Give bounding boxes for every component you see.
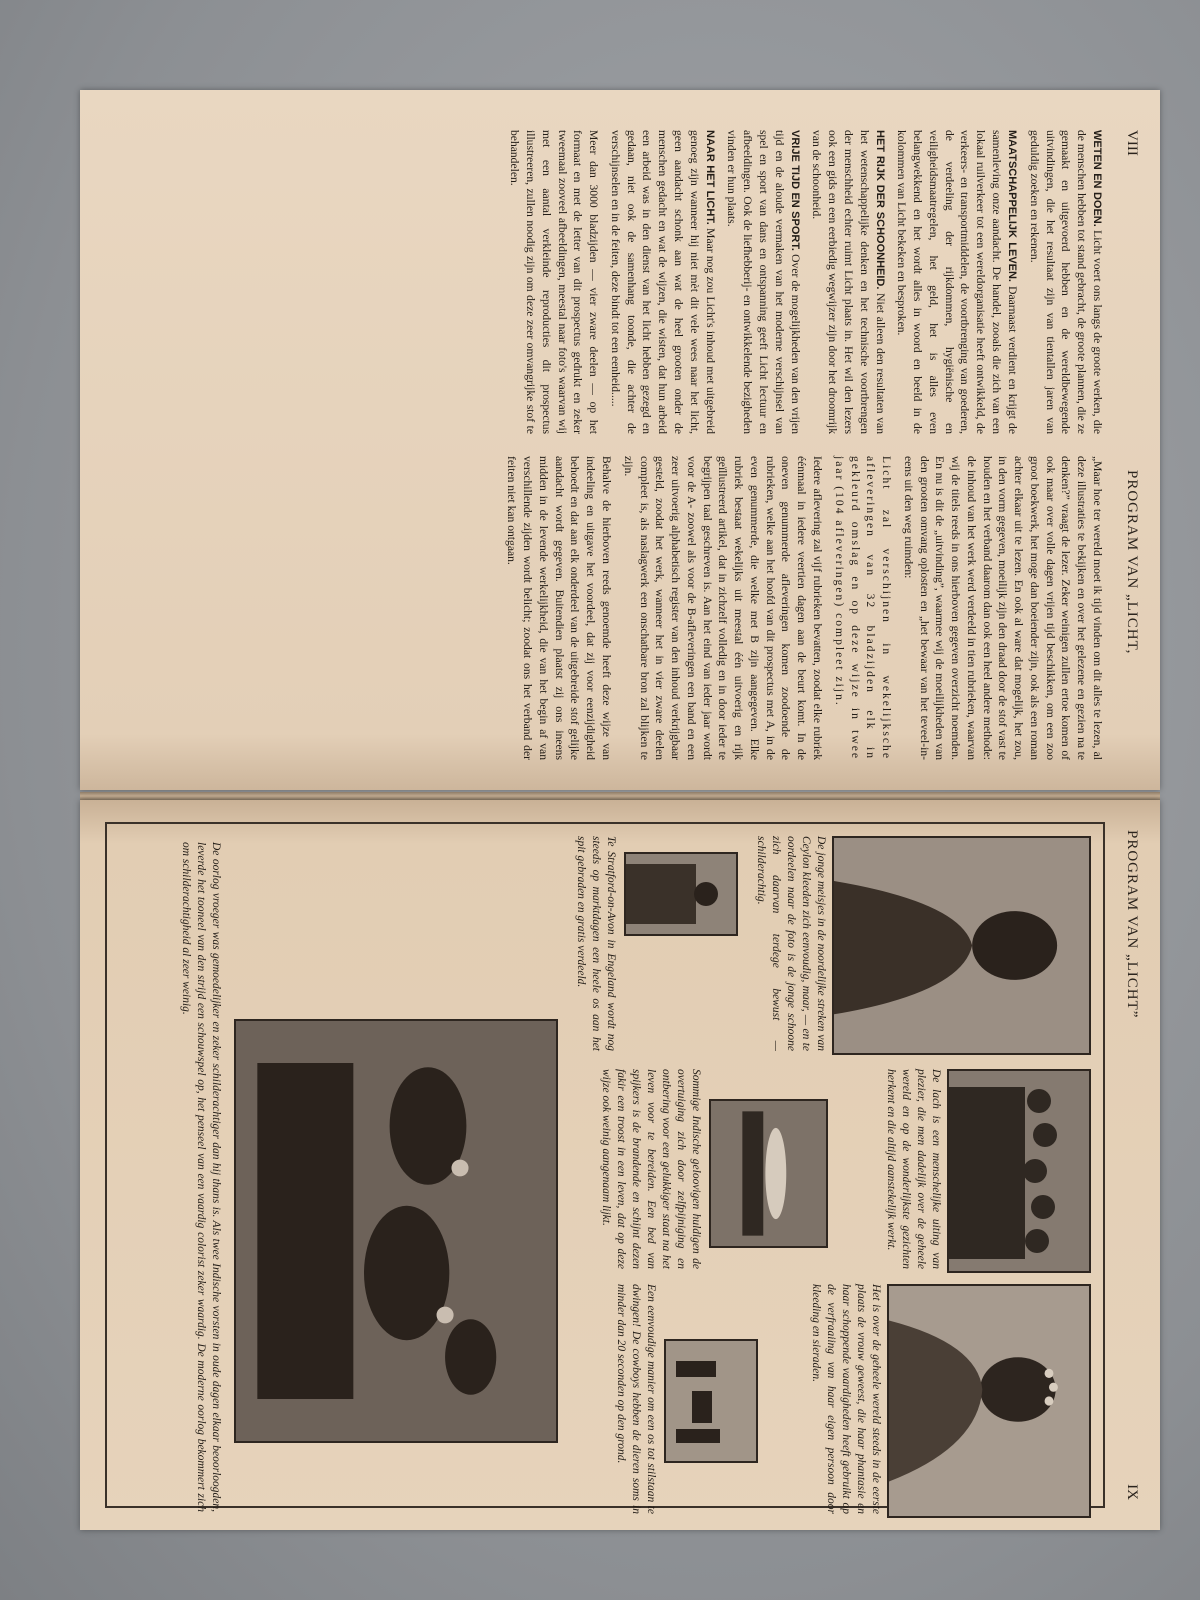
illustration-frame — [105, 822, 1105, 1514]
paragraph — [1026, 130, 1105, 434]
photo-stratford-ox-roast — [624, 852, 738, 936]
caption-war: De oorlog vroeger was gemoedelijker en zeker schilderachtiger dan hij thans is. Als twee Indische vorsten in oude dagen elkaar beoorloogden, leverde het tooneel van den strijd een schouwspel op, het penseel van een vaardig colorist zeker waardig. De moderne oorlog bekommert zich om schilderachtigheid al zeer weinig. — [180, 842, 222, 1512]
paragraph — [607, 130, 718, 434]
caption-fakir: Sommige Indische geloovigen huldigen de overtuiging zich door zelfpijniging en ontbering voor een gelukkiger staat na het leven voor te bereiden. Een bed van spijkers is de brandende en schijnt dezen fakir een troost in een leven, dat op deze wijze ook weinig aangenaam lijkt. — [600, 1069, 702, 1269]
binding-gutter — [80, 792, 1160, 800]
running-head-left: PROGRAM VAN „LICHT, — [1124, 470, 1140, 655]
left-column-2 — [100, 456, 1105, 760]
paragraph: Behalve de hierboven reeds genoemde heeft deze wijze van indeeling en uitgave het voordeel, dat zij voor eenzijdigheid behoedt en dat aan elk onderdeel van de uitgebreide stof gelijke aandacht wordt gegeven. Buitendien plaatst zij ons ineens midden in de levende werkelijkheid, die van het begin af van verschillende zijden wordt belicht; zoodat ons het verband der feiten niet kan ontgaan. — [505, 456, 614, 760]
left-column-1 — [100, 130, 1105, 434]
caption-laugh: De lach is een menschelijke uiting van plezier, die men dadelijk over de geheele wereld en op de wonderlijkste gezichten herkent en die altijd aanstekelijk werkt. — [885, 1069, 942, 1269]
photo-fakir-bed-of-nails — [709, 1099, 828, 1248]
photo-indian-battle-painting — [234, 1019, 558, 1443]
photo-ceylon-girl — [832, 836, 1091, 1055]
running-head-right: PROGRAM VAN „LICHT” — [1124, 830, 1140, 1019]
photo-adorned-woman — [887, 1284, 1091, 1518]
left-page — [80, 90, 1160, 790]
paragraph-text: Over de mogelijkheden van den vrijen tijd en de aloude vermaken van het moderne verschijnsel van spel en sport van dans en ontspanning geeft Licht lectuur en afbeeldingen. Ook de liefhebberij- en ontwikkelende bezigheden vinden er hun plaats. — [725, 130, 802, 434]
paragraph: „Maar hoe ter wereld moet ik tijd vinden om dit alles te lezen, al deze illustraties te bekijken en over het gelezene en gezien na te denken?” vraagt de lezer. Zeker weinigen zullen ertoe komen of ook maar over volle dagen vrijen tijd beschikken, om een zoo groot boekwerk, het moge dan boeiender zijn, ook als een roman achter elkaar uit te lezen. En ook al ware dat mogelijk, het zou, in den vorm gegeven, moeilijk zijn den draad door de stof vast te houden en het verband daarom dan ook een heel andere methode: de inhoud van het werk werd verdeeld in tien rubrieken, waarvan wij de titels reeds in ons hierboven gegeven overzicht noemden. En nu is dit de „uitvinding”, waarmee wij de moeilijkheden van den grooten omvang oplosten en „het bewaar van het teveel-in-eens uit den weg ruimden: — [901, 456, 1104, 760]
section-heading: MAATSCHAPPELIJK LEVEN. — [1005, 130, 1018, 282]
paragraph: Licht zal verschijnen in wekelijksche afleveringen van 32 bladzijden elk in gekleurd omslag en op deze wijze in twee jaar (104 afleveringen) compleet zijn. — [832, 456, 894, 760]
section-heading: VRIJE TIJD EN SPORT. — [788, 130, 801, 251]
paragraph-text: Maar nog zou Licht's inhoud met uitgebreid genoeg zijn wanneer hij niet mèt dit vele wees naar het licht, geen aandacht schonk aan wat de heel grooten onder de menschen gedacht en wat de wijzen, die wisten, dat hun arbeid een arbeid was in den dienst van het licht hebben gezegd en gedaan, niet ook de samenhang toonde, die achter de verschijnselen en in de feiten, deze bindt tot een eenheid..... — [608, 130, 717, 435]
paragraph — [894, 130, 1020, 434]
paragraph — [507, 130, 602, 434]
caption-woman: Het is over de geheele wereld steeds in de eerste plaats de vrouw geweest, die haar phantasie en haar schoppende vaardigheden heeft gebruikt op de verfraaiing van haar eigen persoon door kleeding en sieraden. — [810, 1284, 882, 1514]
section-heading: HET RIJK DER SCHOONHEID. — [873, 130, 886, 290]
paragraph: Iedere aflevering zal vijf rubrieken bevatten, zoodat elke rubriek éénmaal in iedere veertien dagen aan de beurt komt. In de oneven genummerde afleveringen komen zoodoende de rubrieken, welke aan het hoofd van dit prospectus met A, in de even genummerde, die welke met B zijn aangegeven. Elke rubriek bestaat wekelijks uit meestal één uitvoerig en rijk geïllustreerd artikel, dat in zichzelf volledig en in door ieder te begrijpen taal geschreven is. Aan het eind van ieder jaar wordt voor de A- zoowel als voor de B-afleveringen een band en een zeer uitvoerig alphabetisch register van den inhoud verkrijgbaar gesteld, zoodat het werk, wanneer het in vier zware deelen compleet is, als naslagwerk een onschatbare bron zal blijken te zijn. — [621, 456, 824, 760]
caption-cowboy: Een eenvoudige manier om een os tot stilstaan te dwingen! De cowboys hebben de dieren soms in minder dan 20 seconden op den grond. — [615, 1284, 657, 1514]
photo-laughing-crowd — [947, 1069, 1091, 1273]
right-page — [80, 800, 1160, 1530]
section-heading: WETEN EN DOEN. — [1091, 130, 1103, 227]
paragraph — [724, 130, 803, 434]
paragraph-text: Niet alleen den resultaten van het wetenschappelijke denken en het technische voortbrengen der menschheid echter ruimt Licht plaats in. Het wil den lezers ook een gids en een eerbiedig wegwijzer zijn door het droomrijk van de schoonheid. — [810, 130, 887, 435]
caption-ceylon: De jonge meisjes in de noordelijke streken van Ceylon kleeden zich eenvoudig, maar, — en te oordeelen naar de foto is de jonge schoone zich daarvan terdege bewust — schilderachtig. — [755, 836, 827, 1051]
paragraph-text: Daarnaast verdient en krijgt de samenleving onze aandacht. De handel, zooals die zich van een lokaal ruilverkeer tot een wereldorganisatie heeft ontwikkeld, de verkeers- en transportmiddelen, de voortbrenging van goederen, de verdeeling der rijkdommen, hygiënische en veiligheidsmaatregelen, het geld, het is alles even belangwekkend en het wordt alles in woord en beeld in de kolommen van Licht bekeken en besproken. — [895, 130, 1019, 434]
paragraph-text: Licht voert ons langs de groote werken, die de menschen hebben tot stand gebracht, de groote plannen, die ze gemaakt en uitgevoerd hebben en de wereldbewegende uitvindingen, die het resultaat zijn van tientallen jaren van geduldig zoeken en rekenen. — [1027, 130, 1104, 434]
paragraph-text: Meer dan 3000 bladzijden — vier zware deelen — op het formaat en met de letter van dit prospectus gedrukt en zeker tweemaal zooveel afbeeldingen, meestal naar foto's waarvan wij met een aantal verkleinde reproducties dit prospectus illustreeren, zullen noodig zijn om deze zeer omvangrijke stof te behandelen. — [508, 130, 601, 434]
caption-stratford: Te Stratford-on-Avon in Engeland wordt nog steeds op marktdagen een heele os aan het spit gebraden en gratis verdeeld. — [575, 836, 617, 1051]
paragraph — [809, 130, 888, 434]
left-page-text — [100, 130, 1105, 760]
photo-cowboy-steer — [664, 1339, 758, 1463]
page-number-left: VIII — [1124, 130, 1140, 156]
section-heading: NAAR HET LICHT. — [703, 130, 716, 225]
page-number-right: IX — [1124, 1484, 1140, 1500]
